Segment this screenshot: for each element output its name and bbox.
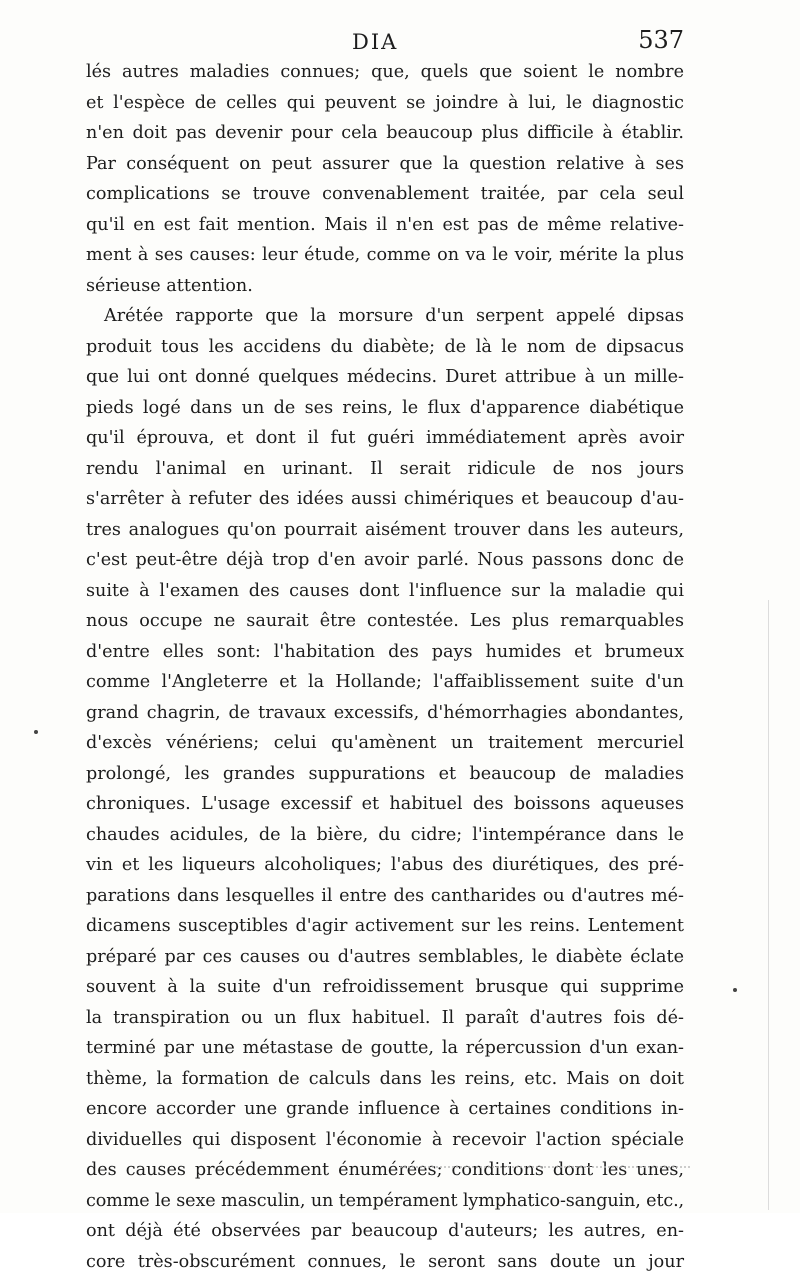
text-line: ment à ses causes: leur étude, comme on va le voir, mérite la plus bbox=[86, 240, 684, 271]
text-line: Par conséquent on peut assurer que la question relative à ses bbox=[86, 149, 684, 180]
ink-speck bbox=[733, 988, 737, 992]
text-line: complications se trouve convenablement traitée, par cela seul bbox=[86, 179, 684, 210]
text-line: chroniques. L'usage excessif et habituel des boissons aqueuses bbox=[86, 789, 684, 820]
text-line: core très-obscurément connues, le seront sans doute un jour bbox=[86, 1247, 684, 1277]
text-line: prolongé, les grandes suppurations et beaucoup de maladies bbox=[86, 759, 684, 790]
text-line: encore accorder une grande influence à certaines conditions in- bbox=[86, 1094, 684, 1125]
text-line: suite à l'examen des causes dont l'influence sur la maladie qui bbox=[86, 576, 684, 607]
text-line: la transpiration ou un flux habituel. Il paraît d'autres fois dé- bbox=[86, 1003, 684, 1034]
text-line: des causes précédemment énumérées; conditions dont les unes, bbox=[86, 1155, 684, 1186]
text-line: produit tous les accidens du diabète; de là le nom de dipsacus bbox=[86, 332, 684, 363]
text-line: tres analogues qu'on pourrait aisément trouver dans les auteurs, bbox=[86, 515, 684, 546]
bleed-through-rule bbox=[400, 1166, 690, 1168]
text-line: n'en doit pas devenir pour cela beaucoup plus difficile à établir. bbox=[86, 118, 684, 149]
text-line: rendu l'animal en urinant. Il serait ridicule de nos jours bbox=[86, 454, 684, 485]
body-text bbox=[86, 57, 684, 1277]
text-line: qu'il en est fait mention. Mais il n'en est pas de même relative- bbox=[86, 210, 684, 241]
text-line: d'excès vénériens; celui qu'amènent un traitement mercuriel bbox=[86, 728, 684, 759]
text-line: thème, la formation de calculs dans les reins, etc. Mais on doit bbox=[86, 1064, 684, 1095]
text-line: lés autres maladies connues; que, quels que soient le nombre bbox=[86, 57, 684, 88]
text-line: chaudes acidules, de la bière, du cidre; l'intempérance dans le bbox=[86, 820, 684, 851]
text-line: comme le sexe masculin, un tempérament lymphatico-sanguin, etc., bbox=[86, 1186, 684, 1217]
page-edge-shadow bbox=[768, 600, 769, 1210]
text-line: pieds logé dans un de ses reins, le flux d'apparence diabétique bbox=[86, 393, 684, 424]
text-line: nous occupe ne saurait être contestée. Les plus remarquables bbox=[86, 606, 684, 637]
ink-speck bbox=[34, 730, 38, 734]
text-line: parations dans lesquelles il entre des cantharides ou d'autres mé- bbox=[86, 881, 684, 912]
page-number: 537 bbox=[638, 26, 684, 54]
text-line: préparé par ces causes ou d'autres semblables, le diabète éclate bbox=[86, 942, 684, 973]
text-line: ont déjà été observées par beaucoup d'auteurs; les autres, en- bbox=[86, 1216, 684, 1247]
text-line: dividuelles qui disposent l'économie à recevoir l'action spéciale bbox=[86, 1125, 684, 1156]
text-line: qu'il éprouva, et dont il fut guéri immédiatement après avoir bbox=[86, 423, 684, 454]
running-head: DIA bbox=[352, 30, 398, 54]
page-header bbox=[84, 30, 684, 58]
text-line: et l'espèce de celles qui peuvent se joindre à lui, le diagnostic bbox=[86, 88, 684, 119]
text-line: d'entre elles sont: l'habitation des pays humides et brumeux bbox=[86, 637, 684, 668]
text-line: vin et les liqueurs alcoholiques; l'abus des diurétiques, des pré- bbox=[86, 850, 684, 881]
text-line: souvent à la suite d'un refroidissement brusque qui supprime bbox=[86, 972, 684, 1003]
text-line: que lui ont donné quelques médecins. Duret attribue à un mille- bbox=[86, 362, 684, 393]
text-line: s'arrêter à refuter des idées aussi chimériques et beaucoup d'au- bbox=[86, 484, 684, 515]
paragraph-first-line: Arétée rapporte que la morsure d'un serpent appelé dipsas bbox=[86, 301, 684, 332]
text-line: comme l'Angleterre et la Hollande; l'affaiblissement suite d'un bbox=[86, 667, 684, 698]
text-line: sérieuse attention. bbox=[86, 271, 684, 302]
text-line: grand chagrin, de travaux excessifs, d'hémorrhagies abondantes, bbox=[86, 698, 684, 729]
text-line: c'est peut-être déjà trop d'en avoir parlé. Nous passons donc de bbox=[86, 545, 684, 576]
text-line: terminé par une métastase de goutte, la répercussion d'un exan- bbox=[86, 1033, 684, 1064]
text-line: dicamens susceptibles d'agir activement sur les reins. Lentement bbox=[86, 911, 684, 942]
